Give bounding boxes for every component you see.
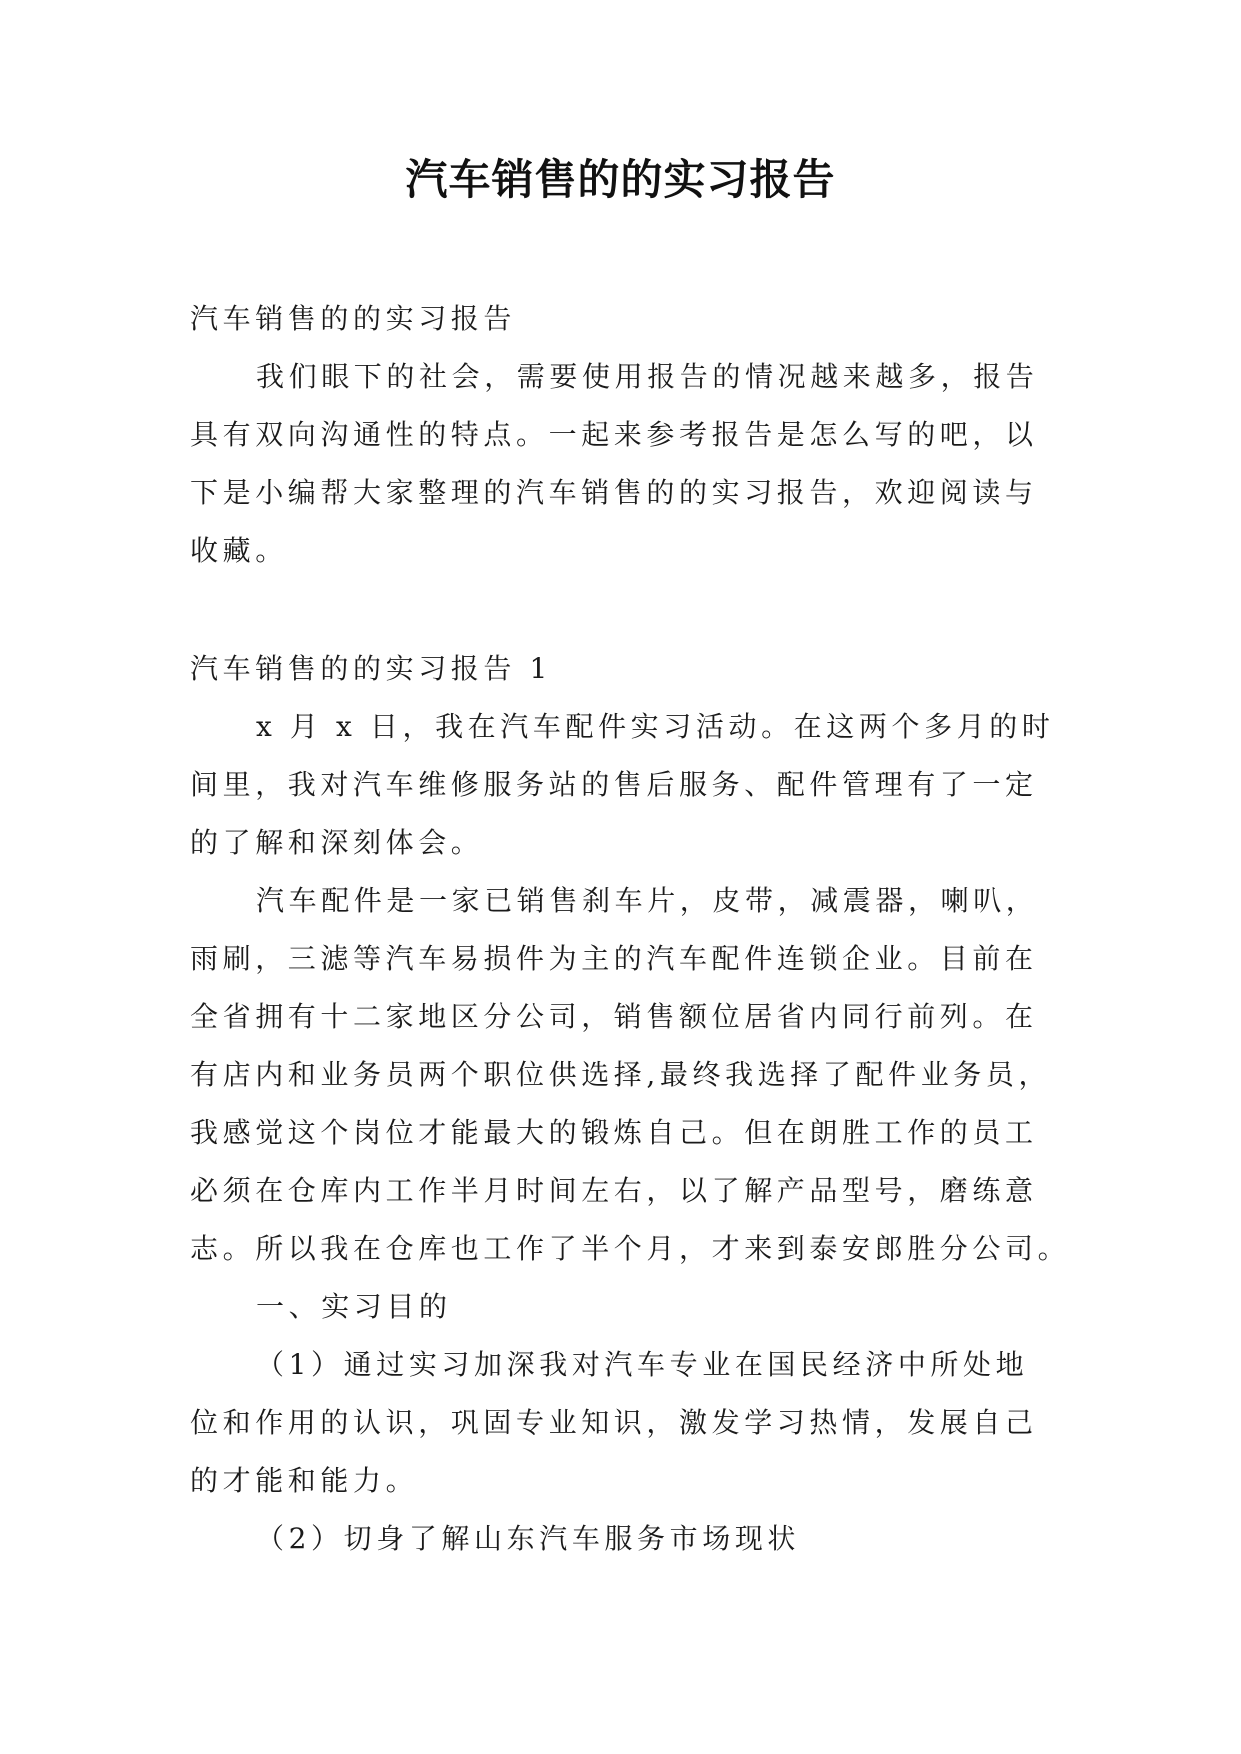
text-line: 雨刷，三滤等汽车易损件为主的汽车配件连锁企业。目前在 bbox=[190, 942, 1038, 975]
section-heading: 汽车销售的的实习报告 bbox=[190, 302, 517, 335]
text-line: 的才能和能力。 bbox=[190, 1464, 419, 1497]
text-line: （2）切身了解山东汽车服务市场现状 bbox=[256, 1522, 801, 1555]
paragraph-gap bbox=[190, 580, 1052, 640]
text-line: 具有双向沟通性的特点。一起来参考报告是怎么写的吧，以 bbox=[190, 418, 1038, 451]
text-line: 的了解和深刻体会。 bbox=[190, 826, 484, 859]
text-line: 志。所以我在仓库也工作了半个月，才来到泰安郎胜分公司。 bbox=[190, 1232, 1071, 1265]
document-body bbox=[190, 290, 1071, 1568]
text-line: 必须在仓库内工作半月时间左右，以了解产品型号，磨练意 bbox=[190, 1174, 1038, 1207]
text-line: 全省拥有十二家地区分公司，销售额位居省内同行前列。在 bbox=[190, 1000, 1038, 1033]
text-line: （1）通过实习加深我对汽车专业在国民经济中所处地 bbox=[256, 1348, 1029, 1381]
text-line: 有店内和业务员两个职位供选择,最终我选择了配件业务员， bbox=[190, 1058, 1052, 1091]
text-line: 我感觉这个岗位才能最大的锻炼自己。但在朗胜工作的员工 bbox=[190, 1116, 1038, 1149]
subsection-heading: 一、实习目的 bbox=[256, 1290, 452, 1323]
text-line: x 月 x 日，我在汽车配件实习活动。在这两个多月的时 bbox=[256, 710, 1055, 743]
text-line: 间里，我对汽车维修服务站的售后服务、配件管理有了一定 bbox=[190, 768, 1038, 801]
text-line: 收藏。 bbox=[190, 534, 288, 567]
text-line: 下是小编帮大家整理的汽车销售的的实习报告，欢迎阅读与 bbox=[190, 476, 1038, 509]
text-line: 汽车配件是一家已销售刹车片，皮带，减震器，喇叭， bbox=[256, 884, 1039, 917]
section-heading: 汽车销售的的实习报告 1 bbox=[190, 652, 552, 685]
text-line: 我们眼下的社会，需要使用报告的情况越来越多，报告 bbox=[256, 360, 1039, 393]
document-title: 汽车销售的的实习报告 bbox=[405, 155, 836, 204]
text-line: 位和作用的认识，巩固专业知识，激发学习热情，发展自己 bbox=[190, 1406, 1038, 1439]
